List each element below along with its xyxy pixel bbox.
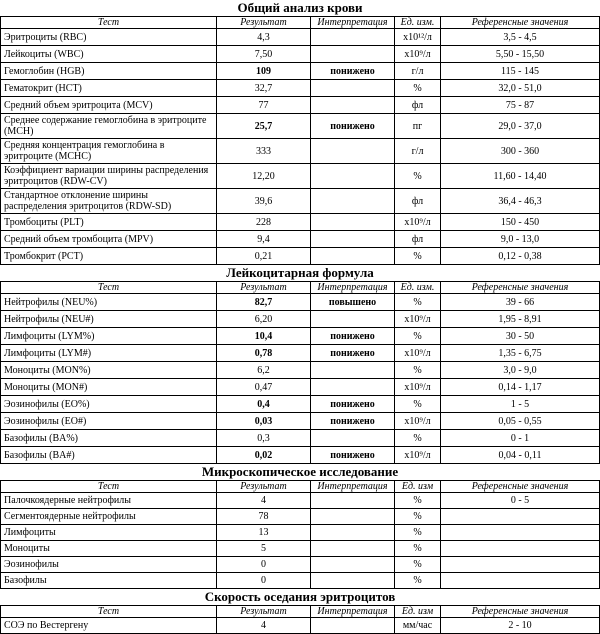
reference-range xyxy=(441,525,600,541)
table-row xyxy=(1,447,600,464)
reference-range: 3,0 - 9,0 xyxy=(441,362,600,379)
reference-range: 30 - 50 xyxy=(441,328,600,345)
header-unit: Ед. изм xyxy=(395,481,441,493)
section-title: Скорость оседания эритроцитов xyxy=(204,589,396,604)
table-row xyxy=(1,29,600,46)
table-row xyxy=(1,328,600,345)
test-name: Эозинофилы (EO%) xyxy=(1,396,217,413)
interpretation: понижено xyxy=(311,63,395,80)
interpretation xyxy=(311,29,395,46)
test-name: Стандартное отклонение ширины распределения эритроцитов (RDW-SD) xyxy=(1,189,217,214)
unit: г/л xyxy=(395,63,441,80)
results-table xyxy=(0,281,600,464)
result-value: 12,20 xyxy=(217,164,311,189)
test-name: Тромбокрит (PCT) xyxy=(1,248,217,265)
unit: % xyxy=(395,164,441,189)
header-interpretation: Интерпретация xyxy=(311,282,395,294)
table-row xyxy=(1,311,600,328)
section-title: Микроскопическое исследование xyxy=(201,464,399,479)
table-row xyxy=(1,294,600,311)
interpretation xyxy=(311,164,395,189)
result-value: 109 xyxy=(217,63,311,80)
unit: x10⁹/л xyxy=(395,214,441,231)
result-value: 4 xyxy=(217,493,311,509)
interpretation xyxy=(311,379,395,396)
table-header-row xyxy=(1,17,600,29)
results-table xyxy=(0,480,600,589)
result-value: 10,4 xyxy=(217,328,311,345)
test-name: Коэффициент вариации ширины распределения эритроцитов (RDW-CV) xyxy=(1,164,217,189)
table-row xyxy=(1,46,600,63)
result-value: 5 xyxy=(217,541,311,557)
reference-range: 75 - 87 xyxy=(441,97,600,114)
reference-range: 0,05 - 0,55 xyxy=(441,413,600,430)
section-esr xyxy=(0,589,600,634)
result-value: 0,4 xyxy=(217,396,311,413)
header-test: Тест xyxy=(1,17,217,29)
header-unit: Ед. изм. xyxy=(395,282,441,294)
unit: x10⁹/л xyxy=(395,345,441,362)
interpretation xyxy=(311,139,395,164)
test-name: Эритроциты (RBC) xyxy=(1,29,217,46)
results-table xyxy=(0,16,600,265)
header-reference: Референсные значения xyxy=(441,17,600,29)
table-row xyxy=(1,541,600,557)
reference-range: 9,0 - 13,0 xyxy=(441,231,600,248)
test-name: Моноциты (MON#) xyxy=(1,379,217,396)
unit: % xyxy=(395,541,441,557)
table-row xyxy=(1,557,600,573)
section-leukocyte-formula xyxy=(0,265,600,464)
result-value: 7,50 xyxy=(217,46,311,63)
interpretation: понижено xyxy=(311,396,395,413)
result-value: 0,03 xyxy=(217,413,311,430)
reference-range: 1,95 - 8,91 xyxy=(441,311,600,328)
test-name: Эозинофилы (EO#) xyxy=(1,413,217,430)
test-name: Моноциты (MON%) xyxy=(1,362,217,379)
result-value: 82,7 xyxy=(217,294,311,311)
table-row xyxy=(1,114,600,139)
interpretation: понижено xyxy=(311,345,395,362)
test-name: Нейтрофилы (NEU#) xyxy=(1,311,217,328)
header-interpretation: Интерпретация xyxy=(311,17,395,29)
table-row xyxy=(1,63,600,80)
interpretation xyxy=(311,541,395,557)
header-interpretation: Интерпретация xyxy=(311,606,395,618)
interpretation xyxy=(311,311,395,328)
test-name: Базофилы xyxy=(1,573,217,589)
result-value: 9,4 xyxy=(217,231,311,248)
reference-range: 2 - 10 xyxy=(441,618,600,634)
unit: x10⁹/л xyxy=(395,413,441,430)
reference-range: 3,5 - 4,5 xyxy=(441,29,600,46)
interpretation: понижено xyxy=(311,447,395,464)
reference-range xyxy=(441,541,600,557)
reference-range xyxy=(441,509,600,525)
header-unit: Ед. изм. xyxy=(395,17,441,29)
section-title: Общий анализ крови xyxy=(237,0,363,15)
reference-range: 0,12 - 0,38 xyxy=(441,248,600,265)
header-unit: Ед. изм xyxy=(395,606,441,618)
reference-range xyxy=(441,573,600,589)
interpretation xyxy=(311,509,395,525)
result-value: 78 xyxy=(217,509,311,525)
unit: пг xyxy=(395,114,441,139)
table-header-row xyxy=(1,481,600,493)
interpretation xyxy=(311,189,395,214)
test-name: Среднее содержание гемоглобина в эритроците (MCH) xyxy=(1,114,217,139)
test-name: Тромбоциты (PLT) xyxy=(1,214,217,231)
table-row xyxy=(1,618,600,634)
section-microscopy xyxy=(0,464,600,589)
header-reference: Референсные значения xyxy=(441,282,600,294)
table-row xyxy=(1,214,600,231)
reference-range: 1 - 5 xyxy=(441,396,600,413)
reference-range: 0,14 - 1,17 xyxy=(441,379,600,396)
test-name: СОЭ по Вестергену xyxy=(1,618,217,634)
interpretation: понижено xyxy=(311,413,395,430)
test-name: Сегментоядерные нейтрофилы xyxy=(1,509,217,525)
test-name: Средний объем тромбоцита (MPV) xyxy=(1,231,217,248)
reference-range: 115 - 145 xyxy=(441,63,600,80)
table-row xyxy=(1,345,600,362)
test-name: Палочкоядерные нейтрофилы xyxy=(1,493,217,509)
interpretation xyxy=(311,557,395,573)
test-name: Лейкоциты (WBC) xyxy=(1,46,217,63)
test-name: Лимфоциты xyxy=(1,525,217,541)
result-value: 333 xyxy=(217,139,311,164)
reference-range: 0 - 5 xyxy=(441,493,600,509)
interpretation: понижено xyxy=(311,114,395,139)
unit: % xyxy=(395,509,441,525)
header-test: Тест xyxy=(1,282,217,294)
interpretation: повышено xyxy=(311,294,395,311)
reference-range: 300 - 360 xyxy=(441,139,600,164)
table-row xyxy=(1,80,600,97)
test-name: Лимфоциты (LYM%) xyxy=(1,328,217,345)
result-value: 6,20 xyxy=(217,311,311,328)
table-row xyxy=(1,164,600,189)
table-header-row xyxy=(1,606,600,618)
table-row xyxy=(1,379,600,396)
header-reference: Референсные значения xyxy=(441,606,600,618)
header-result: Результат xyxy=(217,17,311,29)
test-name: Гемоглобин (HGB) xyxy=(1,63,217,80)
unit: г/л xyxy=(395,139,441,164)
test-name: Лимфоциты (LYM#) xyxy=(1,345,217,362)
unit: x10⁹/л xyxy=(395,46,441,63)
result-value: 6,2 xyxy=(217,362,311,379)
header-result: Результат xyxy=(217,606,311,618)
unit: % xyxy=(395,430,441,447)
table-row xyxy=(1,231,600,248)
section-blood xyxy=(0,0,600,265)
table-row xyxy=(1,413,600,430)
interpretation xyxy=(311,493,395,509)
test-name: Моноциты xyxy=(1,541,217,557)
result-value: 0 xyxy=(217,573,311,589)
unit: x10⁹/л xyxy=(395,379,441,396)
header-result: Результат xyxy=(217,481,311,493)
unit: x10¹²/л xyxy=(395,29,441,46)
unit: % xyxy=(395,557,441,573)
result-value: 77 xyxy=(217,97,311,114)
table-row xyxy=(1,493,600,509)
header-interpretation: Интерпретация xyxy=(311,481,395,493)
test-name: Нейтрофилы (NEU%) xyxy=(1,294,217,311)
interpretation xyxy=(311,231,395,248)
table-header-row xyxy=(1,282,600,294)
header-test: Тест xyxy=(1,606,217,618)
reference-range: 11,60 - 14,40 xyxy=(441,164,600,189)
unit: % xyxy=(395,362,441,379)
reference-range: 1,35 - 6,75 xyxy=(441,345,600,362)
header-result: Результат xyxy=(217,282,311,294)
reference-range: 0,04 - 0,11 xyxy=(441,447,600,464)
table-row xyxy=(1,139,600,164)
unit: x10⁹/л xyxy=(395,447,441,464)
result-value: 0,3 xyxy=(217,430,311,447)
unit: % xyxy=(395,525,441,541)
reference-range: 36,4 - 46,3 xyxy=(441,189,600,214)
result-value: 4 xyxy=(217,618,311,634)
interpretation xyxy=(311,46,395,63)
unit: фл xyxy=(395,97,441,114)
reference-range: 150 - 450 xyxy=(441,214,600,231)
header-test: Тест xyxy=(1,481,217,493)
interpretation xyxy=(311,248,395,265)
test-name: Базофилы (BA#) xyxy=(1,447,217,464)
reference-range: 5,50 - 15,50 xyxy=(441,46,600,63)
unit: мм/час xyxy=(395,618,441,634)
unit: % xyxy=(395,493,441,509)
result-value: 0,47 xyxy=(217,379,311,396)
result-value: 0,21 xyxy=(217,248,311,265)
table-row xyxy=(1,362,600,379)
interpretation xyxy=(311,430,395,447)
reference-range: 39 - 66 xyxy=(441,294,600,311)
test-name: Базофилы (BA%) xyxy=(1,430,217,447)
unit: % xyxy=(395,573,441,589)
table-row xyxy=(1,189,600,214)
unit: % xyxy=(395,396,441,413)
unit: фл xyxy=(395,231,441,248)
result-value: 32,7 xyxy=(217,80,311,97)
result-value: 25,7 xyxy=(217,114,311,139)
test-name: Эозинофилы xyxy=(1,557,217,573)
unit: % xyxy=(395,294,441,311)
unit: % xyxy=(395,80,441,97)
result-value: 13 xyxy=(217,525,311,541)
unit: x10⁹/л xyxy=(395,311,441,328)
result-value: 0 xyxy=(217,557,311,573)
section-title: Лейкоцитарная формула xyxy=(226,265,374,280)
reference-range: 29,0 - 37,0 xyxy=(441,114,600,139)
header-reference: Референсные значения xyxy=(441,481,600,493)
interpretation xyxy=(311,80,395,97)
interpretation xyxy=(311,525,395,541)
result-value: 228 xyxy=(217,214,311,231)
reference-range xyxy=(441,557,600,573)
table-row xyxy=(1,509,600,525)
unit: фл xyxy=(395,189,441,214)
unit: % xyxy=(395,328,441,345)
result-value: 0,02 xyxy=(217,447,311,464)
table-row xyxy=(1,396,600,413)
reference-range: 32,0 - 51,0 xyxy=(441,80,600,97)
table-row xyxy=(1,573,600,589)
test-name: Средний объем эритроцита (MCV) xyxy=(1,97,217,114)
interpretation xyxy=(311,97,395,114)
interpretation: понижено xyxy=(311,328,395,345)
interpretation xyxy=(311,362,395,379)
result-value: 4,3 xyxy=(217,29,311,46)
test-name: Средняя концентрация гемоглобина в эритроците (MCHC) xyxy=(1,139,217,164)
test-name: Гематокрит (HCT) xyxy=(1,80,217,97)
interpretation xyxy=(311,214,395,231)
table-row xyxy=(1,248,600,265)
table-row xyxy=(1,525,600,541)
results-table xyxy=(0,605,600,634)
result-value: 39,6 xyxy=(217,189,311,214)
reference-range: 0 - 1 xyxy=(441,430,600,447)
table-row xyxy=(1,97,600,114)
table-row xyxy=(1,430,600,447)
result-value: 0,78 xyxy=(217,345,311,362)
interpretation xyxy=(311,573,395,589)
unit: % xyxy=(395,248,441,265)
interpretation xyxy=(311,618,395,634)
